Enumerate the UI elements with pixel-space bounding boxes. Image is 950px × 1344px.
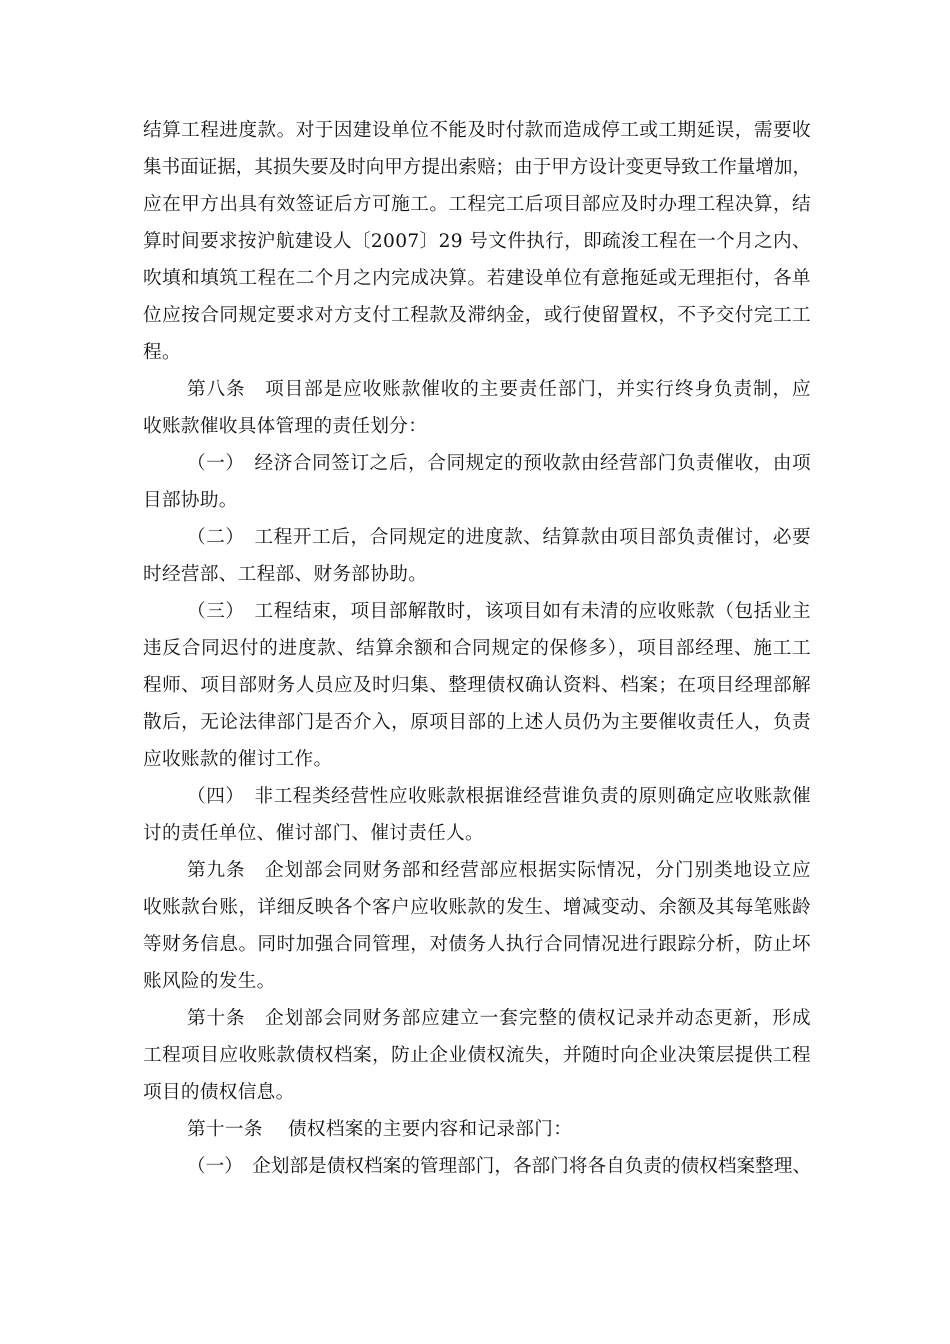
text-line: （一） 企划部是债权档案的管理部门，各部门将各自负责的债权档案整理、 — [187, 1156, 811, 1177]
text-line: 第九条 企划部会同财务部和经营部应根据实际情况，分门别类地设立应 — [187, 860, 811, 881]
text-line: 目部协助。 — [143, 490, 238, 511]
text-line: 时经营部、工程部、财务部协助。 — [143, 564, 428, 585]
text-line: （二） 工程开工后，合同规定的进度款、结算款由项目部负责催讨，必要 — [187, 527, 811, 548]
document-body — [143, 112, 811, 1185]
text-line: 第十一条 债权档案的主要内容和记录部门： — [187, 1119, 573, 1140]
text-line: 集书面证据，其损失要及时向甲方提出索赔；由于甲方设计变更导致工作量增加， — [143, 157, 811, 178]
text-line: 第八条 项目部是应收账款催收的主要责任部门，并实行终身负责制，应 — [187, 379, 811, 400]
text-line: 讨的责任单位、催讨部门、催讨责任人。 — [143, 823, 484, 844]
text-line: （四） 非工程类经营性应收账款根据谁经营谁负责的原则确定应收账款催 — [187, 786, 811, 807]
text-line: 程。 — [143, 342, 181, 363]
text-line: 工程项目应收账款债权档案，防止企业债权流失，并随时向企业决策层提供工程 — [143, 1045, 811, 1066]
text-line: 应收账款的催讨工作。 — [143, 749, 333, 770]
text-line: 第十条 企划部会同财务部应建立一套完整的债权记录并动态更新，形成 — [187, 1008, 811, 1029]
text-line: 散后，无论法律部门是否介入，原项目部的上述人员仍为主要催收责任人，负责 — [143, 712, 811, 733]
text-line: 位应按合同规定要求对方支付工程款及滞纳金，或行使留置权，不予交付完工工 — [143, 305, 811, 326]
text-line: 程师、项目部财务人员应及时归集、整理债权确认资料、档案；在项目经理部解 — [143, 675, 811, 696]
text-line: 吹填和填筑工程在二个月之内完成决算。若建设单位有意拖延或无理拒付，各单 — [143, 268, 811, 289]
text-line: 违反合同迟付的进度款、结算余额和合同规定的保修多），项目部经理、施工工 — [143, 638, 811, 659]
text-line: 项目的债权信息。 — [143, 1082, 295, 1103]
text-line: 账风险的发生。 — [143, 971, 276, 992]
text-line: （一） 经济合同签订之后，合同规定的预收款由经营部门负责催收，由项 — [187, 453, 811, 474]
text-line: 收账款催收具体管理的责任划分： — [143, 416, 428, 437]
text-line: 结算工程进度款。对于因建设单位不能及时付款而造成停工或工期延误，需要收 — [143, 120, 811, 141]
text-line: （三） 工程结束，项目部解散时，该项目如有未清的应收账款（包括业主 — [187, 601, 811, 622]
text-line: 算时间要求按沪航建设人〔2007〕29 号文件执行，即疏浚工程在一个月之内、 — [143, 231, 811, 252]
text-line: 收账款台账，详细反映各个客户应收账款的发生、增减变动、余额及其每笔账龄 — [143, 897, 811, 918]
text-line: 等财务信息。同时加强合同管理，对债务人执行合同情况进行跟踪分析，防止坏 — [143, 934, 811, 955]
text-line: 应在甲方出具有效签证后方可施工。工程完工后项目部应及时办理工程决算，结 — [143, 194, 811, 215]
